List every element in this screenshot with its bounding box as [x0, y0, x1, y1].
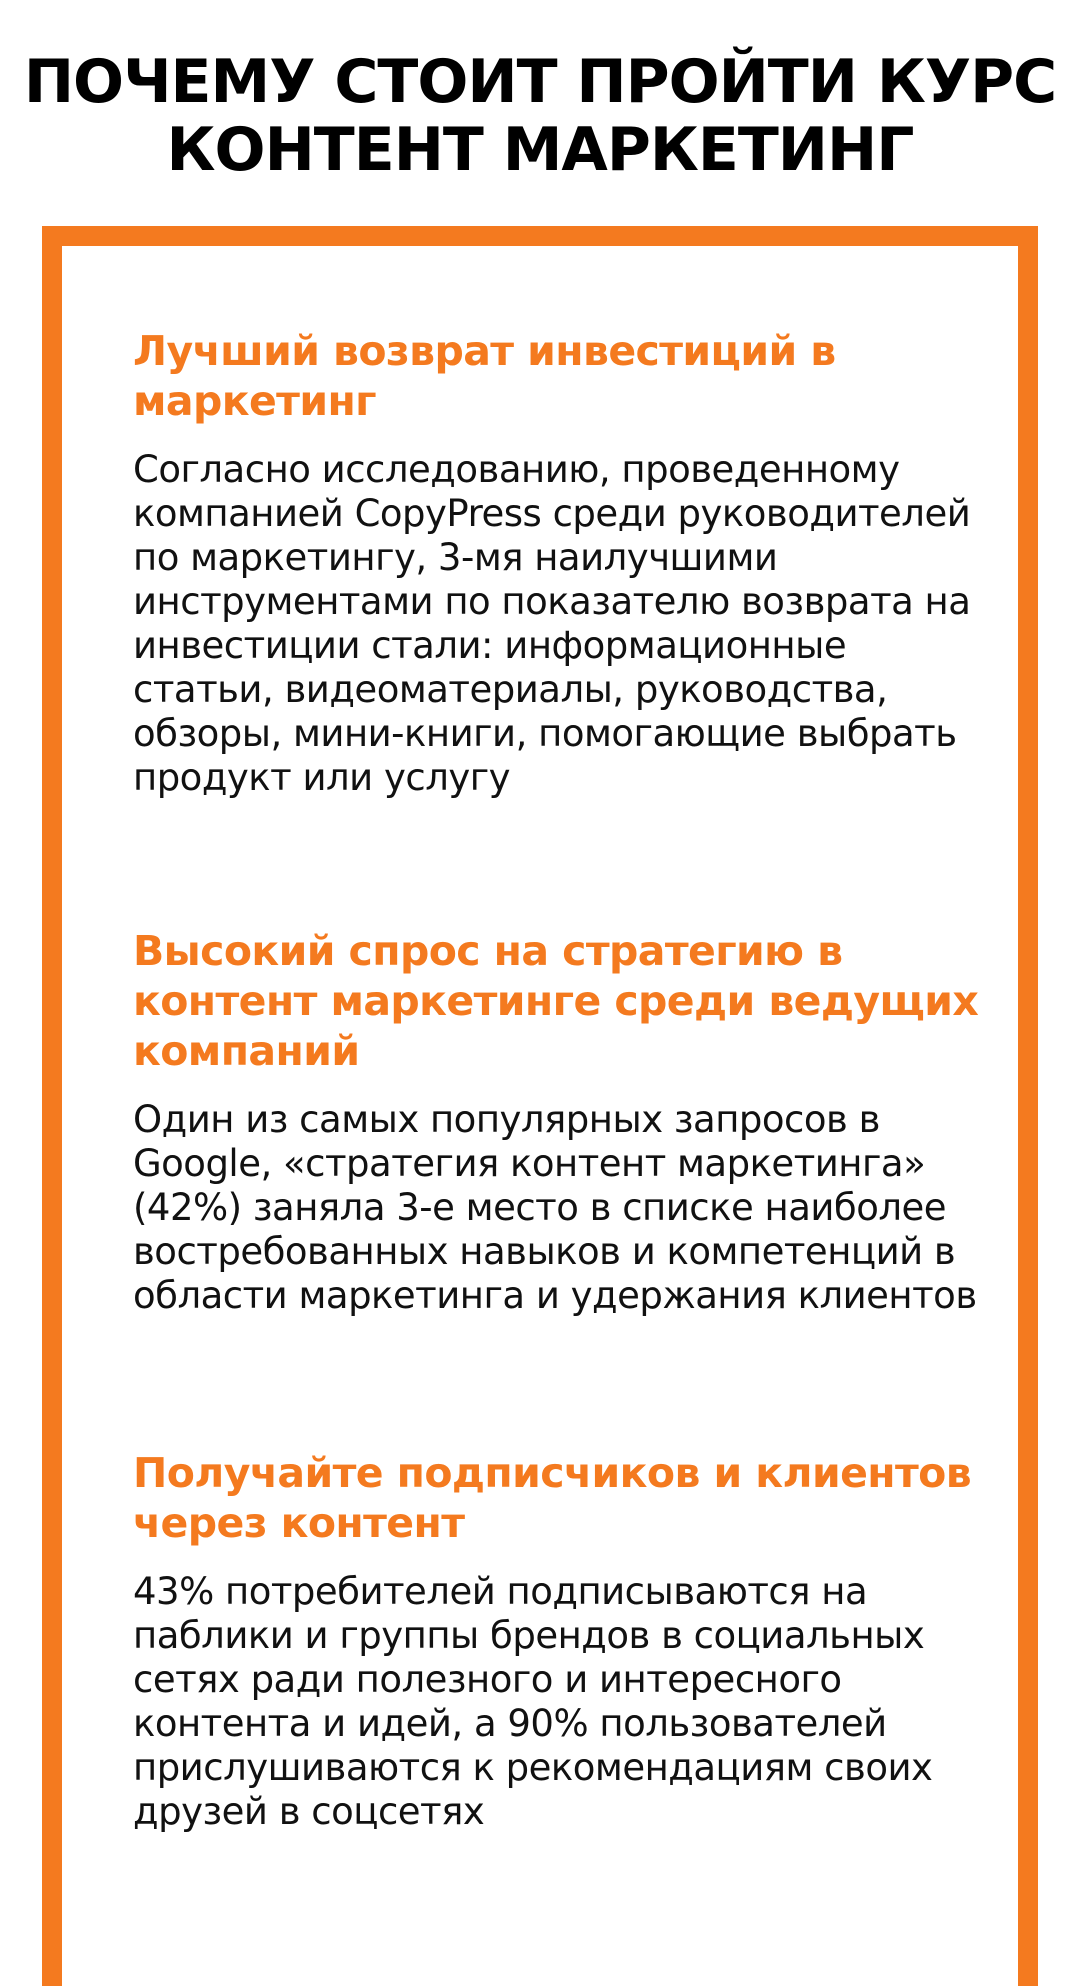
- benefit-section-roi: [133, 326, 993, 800]
- benefit-section-demand: [133, 926, 993, 1318]
- benefit-heading-subscribers: Получайте подписчиков и клиентов через контент: [133, 1449, 972, 1547]
- content-frame: [42, 226, 1038, 1986]
- benefit-text-demand: Один из самых популярных запросов в Google, «стратегия контент маркетинга» (42%) заняла 3-е место в списке наиболее востребованных навыков и компетенций в области маркетинга и удержания клиентов: [133, 1098, 977, 1317]
- page-title-line-2: КОНТЕНТ МАРКЕТИНГ: [166, 115, 914, 185]
- benefit-text-subscribers: 43% потребителей подписываются на паблики и группы брендов в социальных сетях ради полезного и интересного контента и идей, а 90% пользователей прислушиваются к рекомендациям своих друзей в соцсетях: [133, 1570, 933, 1833]
- benefit-text-roi: Согласно исследованию, проведенному компанией CopyPress среди руководителей по маркетингу, 3-мя наилучшими инструментами по показателю возврата на инвестиции стали: информационные статьи, видеоматериалы, руководства, обзоры, мини-книги, помогающие выбрать продукт или услугу: [133, 448, 971, 799]
- benefit-section-subscribers: [133, 1448, 993, 1834]
- benefit-heading-roi: Лучший возврат инвестиций в маркетинг: [133, 327, 836, 425]
- page-title-line-1: ПОЧЕМУ СТОИТ ПРОЙТИ КУРС: [23, 47, 1057, 117]
- benefit-heading-demand: Высокий спрос на стратегию в контент маркетинге среди ведущих компаний: [133, 927, 979, 1075]
- page-title: [0, 48, 1080, 184]
